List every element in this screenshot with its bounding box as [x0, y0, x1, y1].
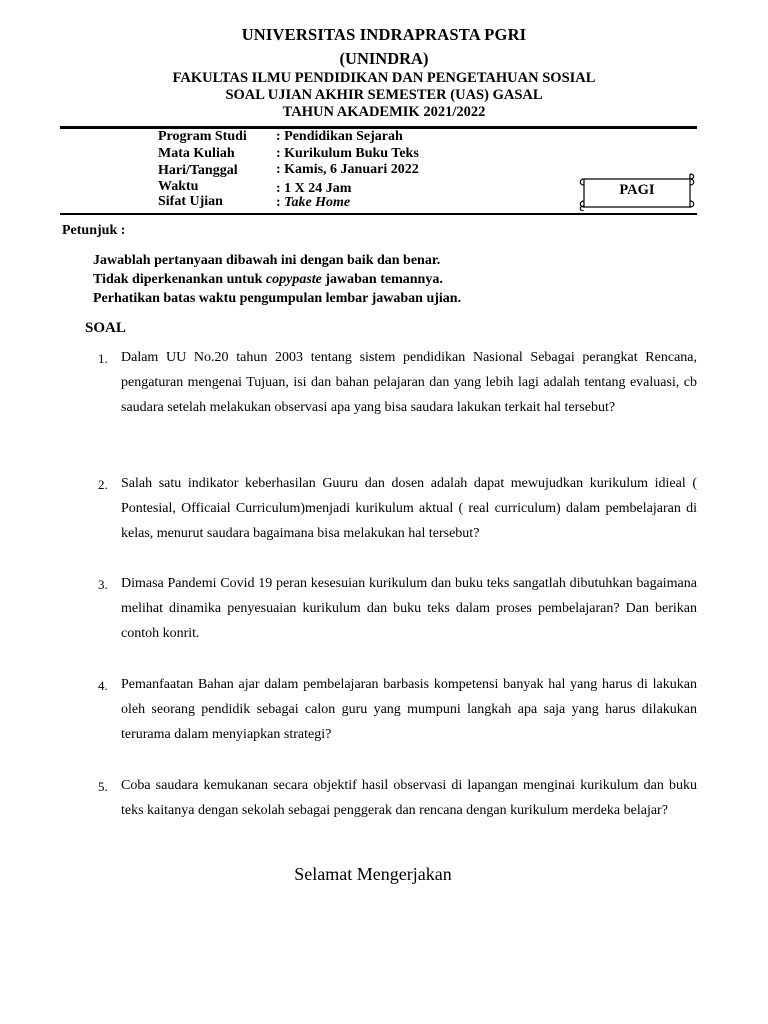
course-label: Mata Kuliah	[158, 146, 235, 161]
faculty-name: FAKULTAS ILMU PENDIDIKAN DAN PENGETAHUAN SOSIAL	[172, 70, 596, 86]
instruction-emphasis: copypaste	[265, 272, 322, 287]
academic-year: TAHUN AKADEMIK 2021/2022	[282, 104, 486, 120]
question-text: Dimasa Pandemi Covid 19 peran kesesuian kurikulum dan buku teks sangatlah dibutuhkan bagaimana melihat dinamika penyesuaian kurikulum dan buku teks dalam proses pembelajaran? Dan berikan contoh konrit.	[121, 576, 697, 641]
nature-label: Sifat Ujian	[158, 194, 223, 209]
question-text: Coba saudara kemukanan secara objektif hasil observasi di lapangan menginai kurikulum dan buku teks kaitanya dengan sekolah sebagai penggerak dan rencana dengan kurikulum merdeka belajar?	[121, 778, 697, 818]
question-number: 4.	[98, 678, 108, 693]
time-value: : 1 X 24 Jam	[276, 181, 352, 196]
instruction-line-3: Perhatikan batas waktu pengumpulan lembar jawaban ujian.	[93, 291, 462, 306]
course-value: : Kurikulum Buku Teks	[276, 146, 419, 161]
time-label: Waktu	[158, 179, 199, 194]
instructions-heading: Petunjuk :	[62, 223, 126, 238]
question-number: 1.	[98, 351, 108, 366]
bottom-divider	[60, 213, 697, 215]
exam-title: SOAL UJIAN AKHIR SEMESTER (UAS) GASAL	[225, 87, 543, 103]
university-name: UNIVERSITAS INDRAPRASTA PGRI	[241, 25, 527, 44]
nature-value-text: Take Home	[284, 195, 351, 210]
question-number: 5.	[98, 779, 108, 794]
date-value: : Kamis, 6 Januari 2022	[276, 162, 419, 177]
instruction-line-1: Jawablah pertanyaan dibawah ini dengan baik dan benar.	[93, 253, 441, 268]
question-text: Dalam UU No.20 tahun 2003 tentang sistem pendidikan Nasional Sebagai perangkat Rencana, pengaturan mengenai Tujuan, isi dan bahan pelajaran dan yang lebih lagi adalah tentang evaluasi, cb saudara setelah melakukan observasi apa yang bisa saudara lakukan terkait hal tersebut?	[121, 350, 697, 415]
instruction-line-2: Tidak diperkenankan untuk copypaste jawaban temannya.	[93, 272, 443, 287]
question-text: Pemanfaatan Bahan ajar dalam pembelajaran barbasis kompetensi banyak hal yang harus di lakukan oleh seorang pendidik sebagai calon guru yang mumpuni langkah apa saja yang harus dilakukan terurama dalam menyiapkan strategi?	[121, 677, 697, 742]
session-label: PAGI	[619, 182, 655, 198]
nature-value: : Take Home	[276, 195, 351, 210]
program-value: : Pendidikan Sejarah	[276, 129, 403, 144]
closing-message: Selamat Mengerjakan	[294, 864, 452, 884]
questions-heading: SOAL	[85, 320, 126, 336]
date-label: Hari/Tanggal	[158, 163, 238, 178]
program-label: Program Studi	[158, 129, 247, 144]
session-scroll-banner	[578, 173, 696, 211]
university-abbreviation: (UNINDRA)	[339, 49, 429, 68]
question-text: Salah satu indikator keberhasilan Guuru dan dosen adalah dapat mewujudkan kurikulum idieal ( Pontesial, Officaial Curriculum)menjadi kurikulum aktual ( real curriculum) dalam pembelajaran di kelas, menurut saudara bagaimana bisa melakukan hal tersebut?	[121, 476, 697, 541]
question-number: 3.	[98, 577, 108, 592]
question-number: 2.	[98, 477, 108, 492]
